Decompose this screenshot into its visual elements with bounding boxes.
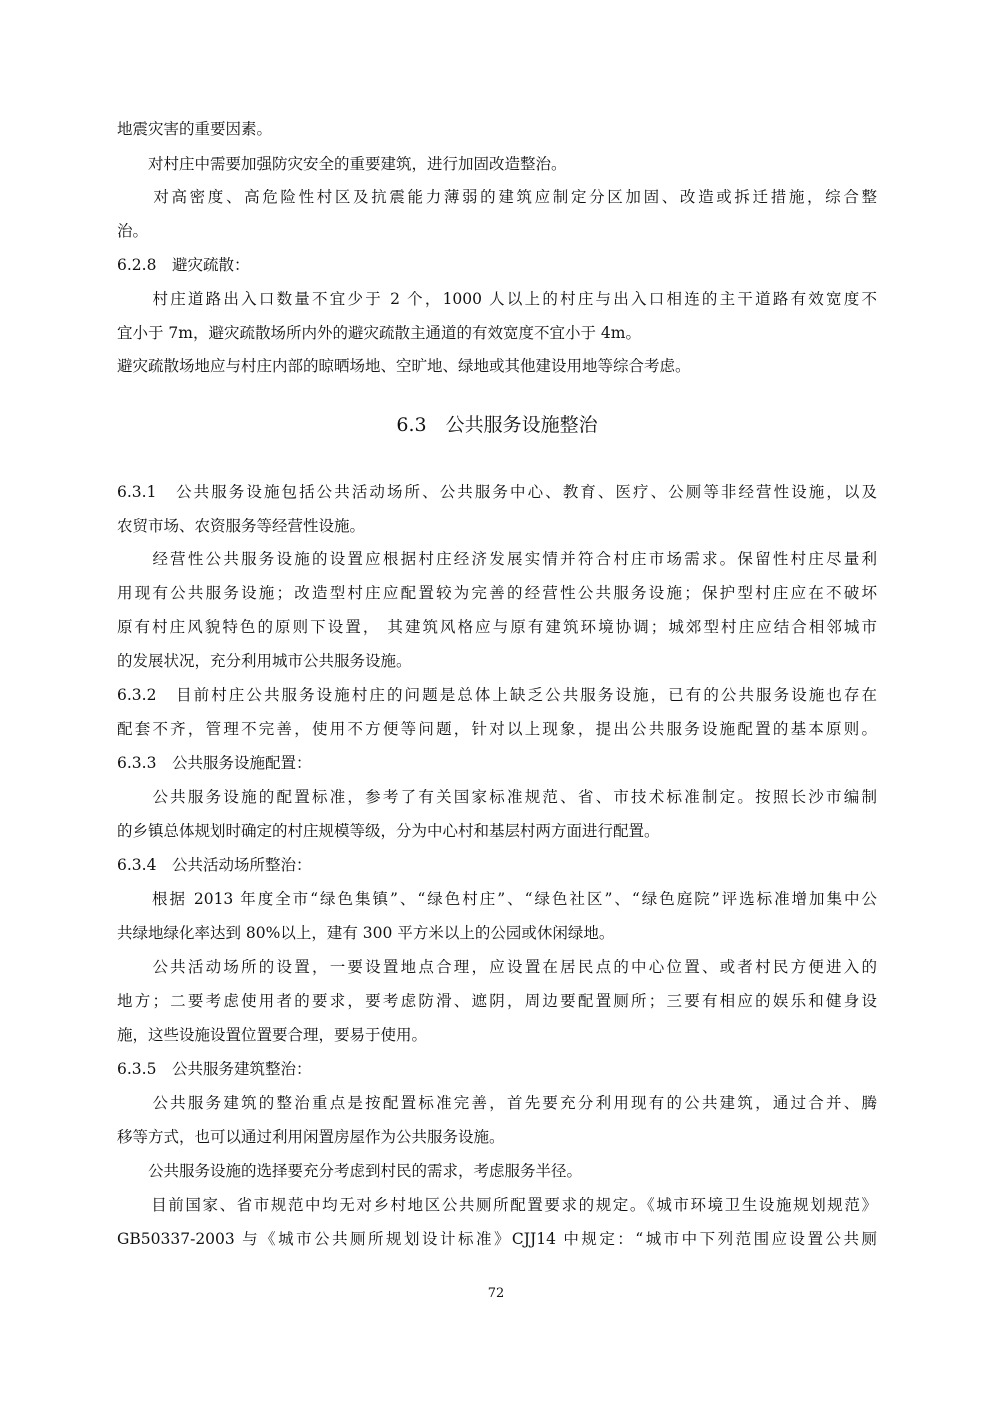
section-number-6-3-1: 6.3.1 公共服务设施包括公共活动场所、公共服务中心、教育、医疗、公厕等非经营性设施，以及 xyxy=(117,483,877,501)
text-line: 宜小于 7m，避灾疏散场所内外的避灾疏散主通道的有效宽度不宜小于 4m。 xyxy=(117,324,641,342)
text-line: 用现有公共服务设施；改造型村庄应配置较为完善的经营性公共服务设施；保护型村庄应在不破坏 xyxy=(117,584,877,602)
text-line: 移等方式，也可以通过利用闲置房屋作为公共服务设施。 xyxy=(117,1128,505,1146)
text-line: 共绿地绿化率达到 80%以上，建有 300 平方米以上的公园或休闲绿地。 xyxy=(117,924,615,942)
section-number-6-3-4: 6.3.4 公共活动场所整治： xyxy=(117,856,312,874)
text-line: 目前国家、省市规范中均无对乡村地区公共厕所配置要求的规定。《城市环境卫生设施规划规范》 xyxy=(117,1196,877,1214)
text-line: 配套不齐，管理不完善，使用不方便等问题，针对以上现象，提出公共服务设施配置的基本原则。 xyxy=(117,720,877,738)
text-line: GB50337-2003 与《城市公共厕所规划设计标准》CJJ14 中规定：“城市中下列范围应设置公共厕 xyxy=(117,1230,877,1248)
text-line: 公共服务建筑的整治重点是按配置标准完善，首先要充分利用现有的公共建筑，通过合并、腾 xyxy=(117,1094,877,1112)
text-line: 根据 2013 年度全市“绿色集镇”、“绿色村庄”、“绿色社区”、“绿色庭院”评选标准增加集中公 xyxy=(117,890,877,908)
text-line: 施，这些设施设置位置要合理，要易于使用。 xyxy=(117,1026,428,1044)
section-number-6-3-5: 6.3.5 公共服务建筑整治： xyxy=(117,1060,312,1078)
text-line: 的发展状况，充分利用城市公共服务设施。 xyxy=(117,652,412,670)
text-line: 地方；二要考虑使用者的要求，要考虑防滑、遮阴，周边要配置厕所；三要有相应的娱乐和健身设 xyxy=(117,992,877,1010)
text-line: 经营性公共服务设施的设置应根据村庄经济发展实情并符合村庄市场需求。保留性村庄尽量利 xyxy=(117,550,877,568)
section-number-6-3-3: 6.3.3 公共服务设施配置： xyxy=(117,754,312,772)
section-number-6-3-2: 6.3.2 目前村庄公共服务设施村庄的问题是总体上缺乏公共服务设施，已有的公共服务设施也存在 xyxy=(117,686,877,704)
text-line: 农贸市场、农资服务等经营性设施。 xyxy=(117,517,366,535)
text-line: 村庄道路出入口数量不宜少于 2 个，1000 人以上的村庄与出入口相连的主干道路有效宽度不 xyxy=(117,290,877,308)
text-line: 公共服务设施的配置标准，参考了有关国家标准规范、省、市技术标准制定。按照长沙市编制 xyxy=(117,788,877,806)
text-line: 地震灾害的重要因素。 xyxy=(117,120,273,138)
text-line: 公共活动场所的设置，一要设置地点合理，应设置在居民点的中心位置、或者村民方便进入的 xyxy=(117,958,877,976)
text-line: 对高密度、高危险性村区及抗震能力薄弱的建筑应制定分区加固、改造或拆迁措施，综合整 xyxy=(117,188,877,206)
text-line: 治。 xyxy=(117,222,149,240)
page-number: 72 xyxy=(487,1286,505,1301)
text-line: 公共服务设施的选择要充分考虑到村民的需求，考虑服务半径。 xyxy=(117,1162,583,1180)
section-heading: 6.3 公共服务设施整治 xyxy=(396,414,598,436)
text-line: 对村庄中需要加强防灾安全的重要建筑，进行加固改造整治。 xyxy=(117,155,567,173)
text-line: 避灾疏散场地应与村庄内部的晾晒场地、空旷地、绿地或其他建设用地等综合考虑。 xyxy=(117,357,691,375)
text-line: 的乡镇总体规划时确定的村庄规模等级，分为中心村和基层村两方面进行配置。 xyxy=(117,822,660,840)
text-line: 原有村庄风貌特色的原则下设置， 其建筑风格应与原有建筑环境协调；城郊型村庄应结合相邻城市 xyxy=(117,618,877,636)
section-number-6-2-8: 6.2.8 避灾疏散： xyxy=(117,256,250,274)
